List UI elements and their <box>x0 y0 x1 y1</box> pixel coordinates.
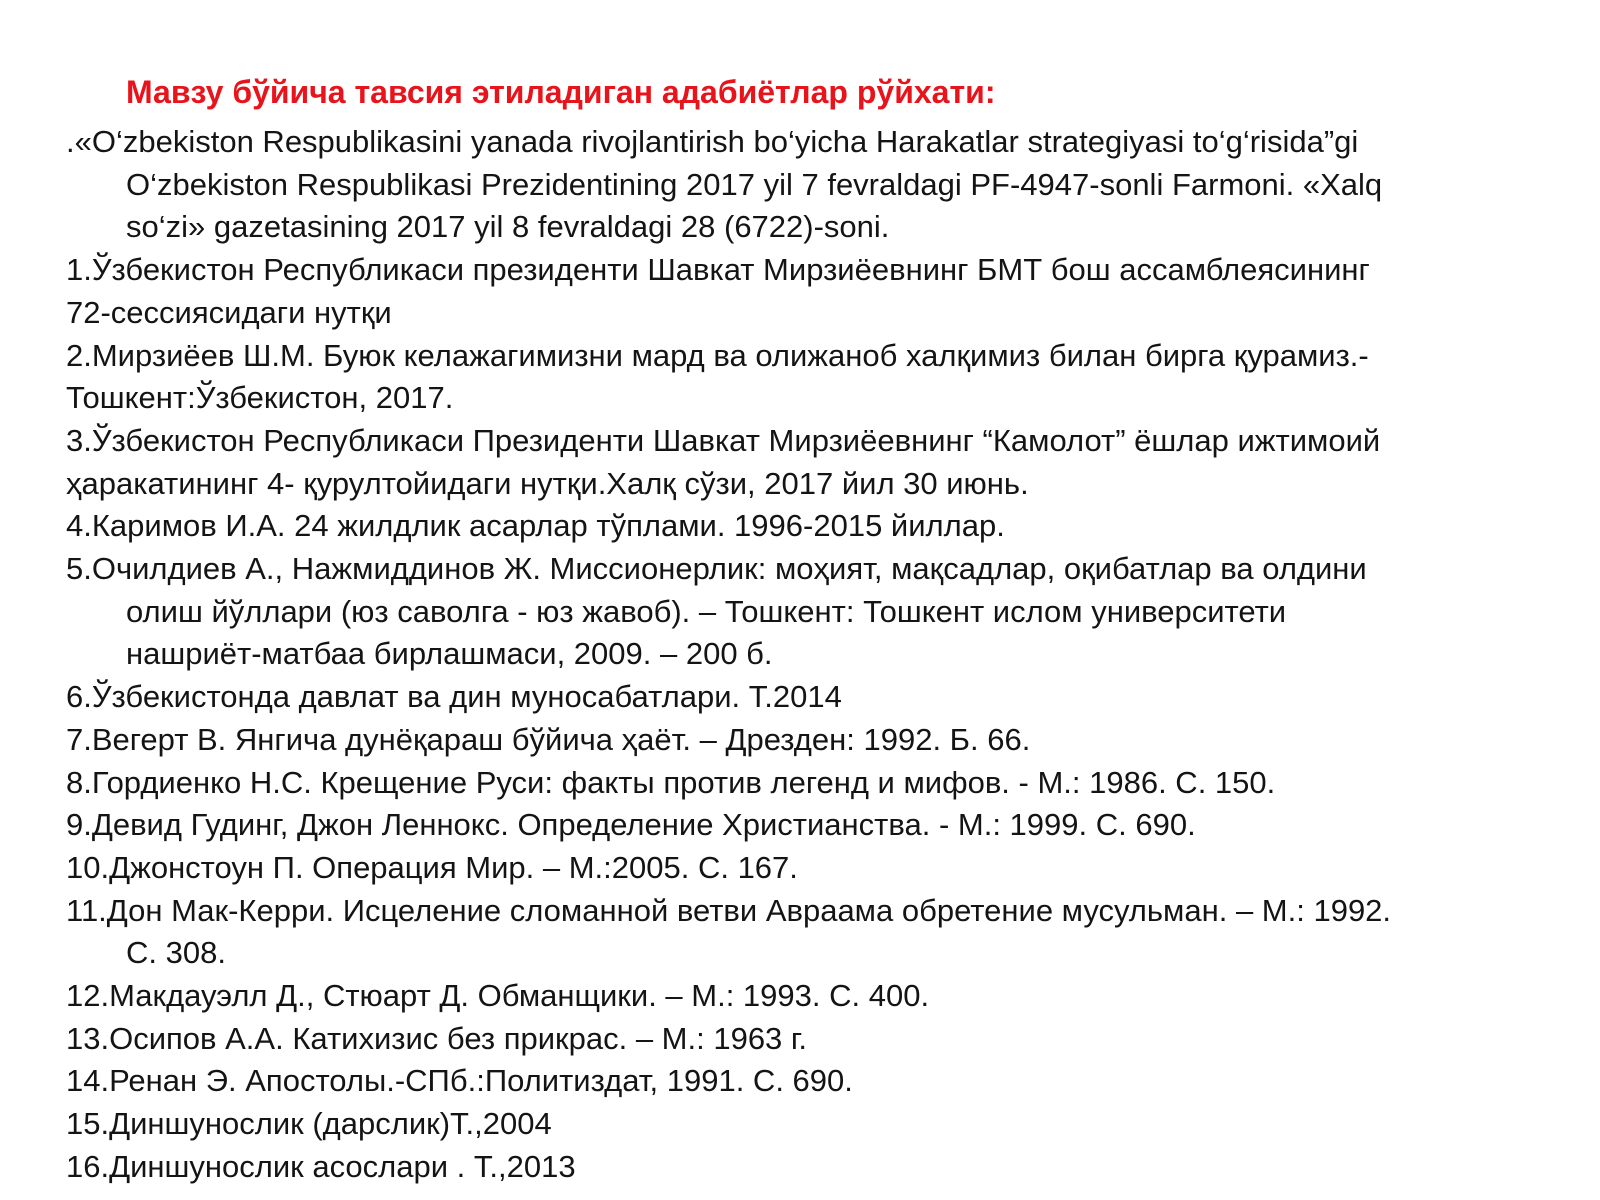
page-title: Мавзу бўйича тавсия этиладиган адабиётлар рўйхати: <box>126 74 996 110</box>
reference-item <box>66 975 1596 1018</box>
reference-item <box>66 548 1596 676</box>
reference-line: 13.Осипов А.А. Катихизис без прикрас. – М.: 1963 г. <box>66 1020 808 1056</box>
reference-line: so‘zi» gazetasining 2017 yil 8 fevraldagi 28 (6722)-soni. <box>126 209 890 245</box>
reference-line: Тошкент:Ўзбекистон, 2017. <box>66 380 454 416</box>
reference-line: 14.Ренан Э. Апостолы.-СПб.:Политиздат, 1991. С. 690. <box>66 1063 853 1099</box>
reference-list <box>66 121 1596 1189</box>
reference-line: 5.Очилдиев А., Нажмиддинов Ж. Миссионерлик: моҳият, мақсадлар, оқибатлар ва олдини <box>66 551 1367 587</box>
reference-line: С. 308. <box>126 935 226 971</box>
reference-item <box>66 1103 1596 1146</box>
reference-line: 10.Джонстоун П. Операция Мир. – М.:2005. С. 167. <box>66 849 798 885</box>
reference-line: 2.Мирзиёев Ш.М. Буюк келажагимизни мард ва олижаноб халқимиз билан бирга қурамиз.- <box>66 337 1369 373</box>
reference-item <box>66 847 1596 890</box>
reference-item <box>66 719 1596 762</box>
reference-line: 7.Вегерт В. Янгича дунёқараш бўйича ҳаёт. – Дрезден: 1992. Б. 66. <box>66 721 1031 757</box>
reference-line: .«O‘zbekiston Respublikasini yanada rivojlantirish bo‘yicha Harakatlar strategiyasi to‘g‘risida”gi <box>66 124 1359 159</box>
reference-item <box>66 420 1596 505</box>
reference-line: 11.Дон Мак-Керри. Исцеление сломанной ветви Авраама обретение мусульман. – М.: 1992. <box>66 892 1392 928</box>
reference-line: 12.Макдауэлл Д., Стюарт Д. Обманщики. – М.: 1993. С. 400. <box>66 978 930 1014</box>
reference-line: 16.Диншунослик асослари . Т.,2013 <box>66 1148 576 1184</box>
reference-line: 72-сессиясидаги нутқи <box>66 294 392 330</box>
reference-item <box>66 1018 1596 1061</box>
reference-item <box>66 505 1596 548</box>
reference-line: 9.Девид Гудинг, Джон Леннокс. Определение Христианства. - М.: 1999. С. 690. <box>66 807 1196 843</box>
reference-item <box>66 676 1596 719</box>
reference-item <box>66 1060 1596 1103</box>
reference-line: 15.Диншунослик (дарслик)Т.,2004 <box>66 1106 552 1142</box>
reference-line: 1.Ўзбекистон Республикаси президенти Шавкат Мирзиёевнинг БМТ бош ассамблеясининг <box>66 252 1370 288</box>
reference-line: 3.Ўзбекистон Республикаси Президенти Шавкат Мирзиёевнинг “Камолот” ёшлар ижтимоий <box>66 422 1381 458</box>
reference-line: O‘zbekiston Respublikasi Prezidentining 2017 yil 7 fevraldagi PF-4947-sonli Farmoni. «Xalq <box>126 166 1383 202</box>
reference-item <box>66 804 1596 847</box>
reference-line: ҳаракатининг 4- қурултойидаги нутқи.Халқ сўзи, 2017 йил 30 июнь. <box>66 465 1029 501</box>
reference-line: 4.Каримов И.А. 24 жилдлик асарлар тўплами. 1996-2015 йиллар. <box>66 508 1005 544</box>
reference-item <box>66 335 1596 420</box>
reference-line: 8.Гордиенко Н.С. Крещение Руси: факты против легенд и мифов. - М.: 1986. С. 150. <box>66 764 1276 800</box>
reference-item <box>66 762 1596 805</box>
reference-line: 6.Ўзбекистонда давлат ва дин муносабатлари. Т.2014 <box>66 679 842 715</box>
reference-item <box>66 890 1596 975</box>
reference-item <box>66 121 1596 249</box>
reference-item <box>66 249 1596 334</box>
reference-line: олиш йўллари (юз саволга - юз жавоб). – Тошкент: Тошкент ислом университети <box>126 593 1287 629</box>
reference-item <box>66 1146 1596 1189</box>
reference-line: нашриёт-матбаа бирлашмаси, 2009. – 200 б. <box>126 636 773 672</box>
